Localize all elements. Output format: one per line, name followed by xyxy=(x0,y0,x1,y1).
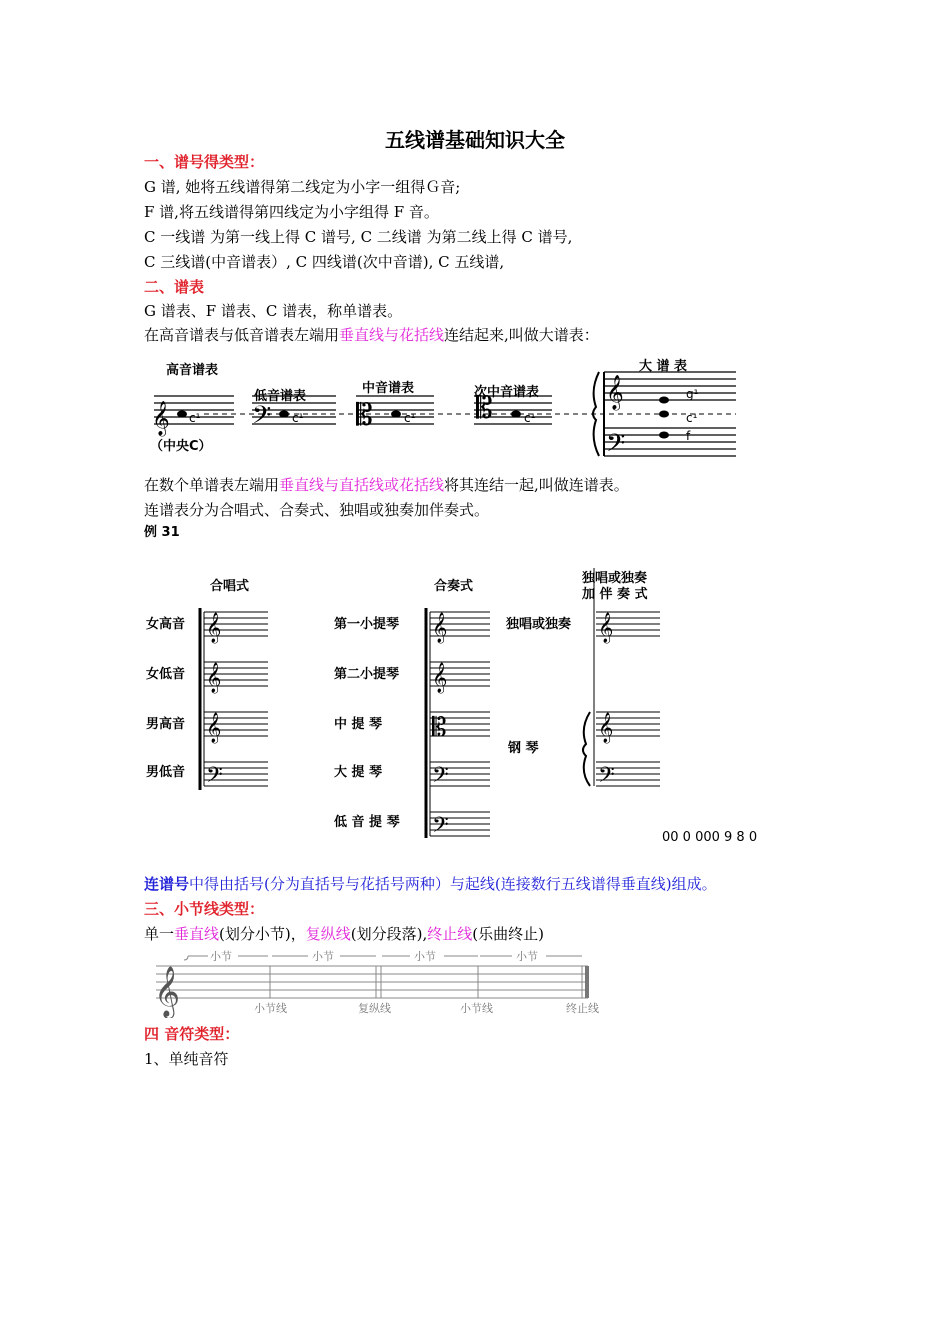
note-label: g¹ xyxy=(686,387,699,401)
treble-clef-icon: 𝄞 xyxy=(432,663,448,693)
barline-label: 小节线 xyxy=(254,1002,287,1015)
bass-clef-icon: 𝄢 xyxy=(432,763,449,793)
example-label: 例 31 xyxy=(144,525,180,540)
text-line: F 谱,将五线谱得第四线定为小字组得 F 音。 xyxy=(144,203,439,221)
note-head xyxy=(511,411,521,418)
highlight-span: 连谱号 xyxy=(144,875,190,893)
section-1-heading: 一、谱号得类型： xyxy=(144,153,265,171)
text-line: G 谱表、F 谱表、C 谱表，称单谱表。 xyxy=(144,302,403,320)
treble-staff-label: 高音谱表 xyxy=(166,363,219,378)
grand-staff-label: 大 谱 表 xyxy=(639,359,688,374)
note-label: c¹ xyxy=(404,411,416,425)
treble-clef-icon: 𝄞 xyxy=(598,613,614,643)
text-span: (划分段落), xyxy=(350,925,428,943)
note-head xyxy=(177,411,187,418)
text-line: 1、单纯音符 xyxy=(144,1050,229,1068)
text-span: 连结起来,叫做大谱表： xyxy=(444,326,599,344)
middle-c-label: （中央C） xyxy=(150,439,212,454)
text-span: (乐曲终止) xyxy=(472,925,544,943)
highlight-span: 复纵线 xyxy=(305,925,351,943)
section-2-heading: 二、谱表 xyxy=(144,278,205,296)
alto-clef-icon: 𝄡 xyxy=(356,398,373,433)
solo-title: 加 伴 奏 式 xyxy=(582,587,648,602)
ensemble-title: 合奏式 xyxy=(434,579,474,594)
treble-clef-icon: 𝄞 xyxy=(206,663,222,693)
part-label: 第一小提琴 xyxy=(334,617,400,632)
text-line xyxy=(144,874,717,894)
treble-clef-icon: 𝄞 xyxy=(152,401,170,436)
measure-label: 小节 xyxy=(516,950,538,963)
text-span: 将其连结一起,叫做连谱表。 xyxy=(444,476,629,494)
treble-clef-icon: 𝄞 xyxy=(598,713,614,743)
barline-label: 小节线 xyxy=(460,1002,493,1015)
bass-clef-icon: 𝄢 xyxy=(598,763,615,793)
part-label: 钢 琴 xyxy=(508,741,539,756)
double-barline-label: 复纵线 xyxy=(358,1002,391,1015)
text-line: C 三线谱(中音谱表）, C 四线谱(次中音谱), C 五线谱, xyxy=(144,253,505,271)
section-3-heading: 三、小节线类型： xyxy=(144,900,265,918)
text-line xyxy=(144,475,629,495)
text-span: 中得由括号(分为直括号与花括号两种）与起线(连接数行五线谱得垂直线)组成。 xyxy=(189,875,717,893)
part-label: 大 提 琴 xyxy=(334,765,383,780)
choral-title: 合唱式 xyxy=(210,579,250,594)
section-4-heading: 四 音符类型： xyxy=(144,1025,240,1043)
treble-clef-icon: 𝄞 xyxy=(432,613,448,643)
final-barline-label: 终止线 xyxy=(566,1002,599,1015)
part-label: 独唱或独奏 xyxy=(506,617,572,632)
part-label: 男低音 xyxy=(146,765,186,780)
note-label: c¹ xyxy=(524,411,536,425)
note-head xyxy=(391,411,401,418)
measure-label: 小节 xyxy=(210,950,232,963)
score-types-figure xyxy=(144,568,674,838)
text-span: 在数个单谱表左端用 xyxy=(144,476,280,494)
part-label: 女低音 xyxy=(146,667,186,682)
highlight-span: 终止线 xyxy=(427,925,473,943)
treble-clef-icon: 𝄞 xyxy=(154,966,181,1017)
text-line: G 谱, 她将五线谱得第二线定为小字一组得Ｇ音; xyxy=(144,178,461,196)
note-head xyxy=(279,411,289,418)
note-label: c¹ xyxy=(189,411,201,425)
bass-staff-label: 低音谱表 xyxy=(254,389,307,404)
text-line xyxy=(144,325,599,345)
text-line xyxy=(144,924,544,944)
note-label: c¹ xyxy=(686,411,698,425)
note-head xyxy=(659,397,669,404)
note-label: f xyxy=(686,429,691,443)
alto-clef-icon: 𝄡 xyxy=(432,713,447,743)
page-title: 五线谱基础知识大全 xyxy=(385,128,565,152)
brace xyxy=(583,712,590,786)
treble-clef-icon: 𝄞 xyxy=(606,375,624,410)
text-span: 在高音谱表与低音谱表左端用 xyxy=(144,326,340,344)
part-label: 女高音 xyxy=(146,617,186,632)
treble-clef-icon: 𝄞 xyxy=(206,713,222,743)
staff-types-figure xyxy=(144,352,744,462)
tenor-clef-icon: 𝄡 xyxy=(476,391,493,426)
barline-figure xyxy=(148,948,608,1018)
text-line: 连谱表分为合唱式、合奏式、独唱或独奏加伴奏式。 xyxy=(144,501,490,519)
highlight-span: 垂直线与花括线 xyxy=(339,326,445,344)
highlight-span: 垂直线与直括线或花括线 xyxy=(279,476,445,494)
part-label: 第二小提琴 xyxy=(334,667,400,682)
highlight-span: 垂直线 xyxy=(174,925,220,943)
bass-clef-icon: 𝄢 xyxy=(206,763,223,793)
bass-clef-icon: 𝄢 xyxy=(606,429,626,462)
text-span: 单一 xyxy=(144,925,175,943)
measure-label: 小节 xyxy=(312,950,334,963)
solo-title: 独唱或独奏 xyxy=(582,571,648,586)
part-label: 中 提 琴 xyxy=(334,717,383,732)
note-head xyxy=(659,432,669,439)
treble-clef-icon: 𝄞 xyxy=(206,613,222,643)
text-span: (划分小节)， xyxy=(219,925,306,943)
bass-clef-icon: 𝄢 xyxy=(432,813,449,838)
text-line: C 一线谱 为第一线上得 C 谱号, C 二线谱 为第二线上得 C 谱号, xyxy=(144,228,573,246)
note-label: c¹ xyxy=(292,411,304,425)
measure-label: 小节 xyxy=(414,950,436,963)
stray-digits: 00 0 000 9 8 0 xyxy=(662,830,758,845)
alto-staff-label: 中音谱表 xyxy=(362,381,415,396)
note-head xyxy=(659,411,669,418)
tenor-staff-label: 次中音谱表 xyxy=(474,385,540,400)
part-label: 男高音 xyxy=(146,717,186,732)
bass-clef-icon: 𝄢 xyxy=(252,401,272,436)
part-label: 低 音 提 琴 xyxy=(334,815,400,830)
